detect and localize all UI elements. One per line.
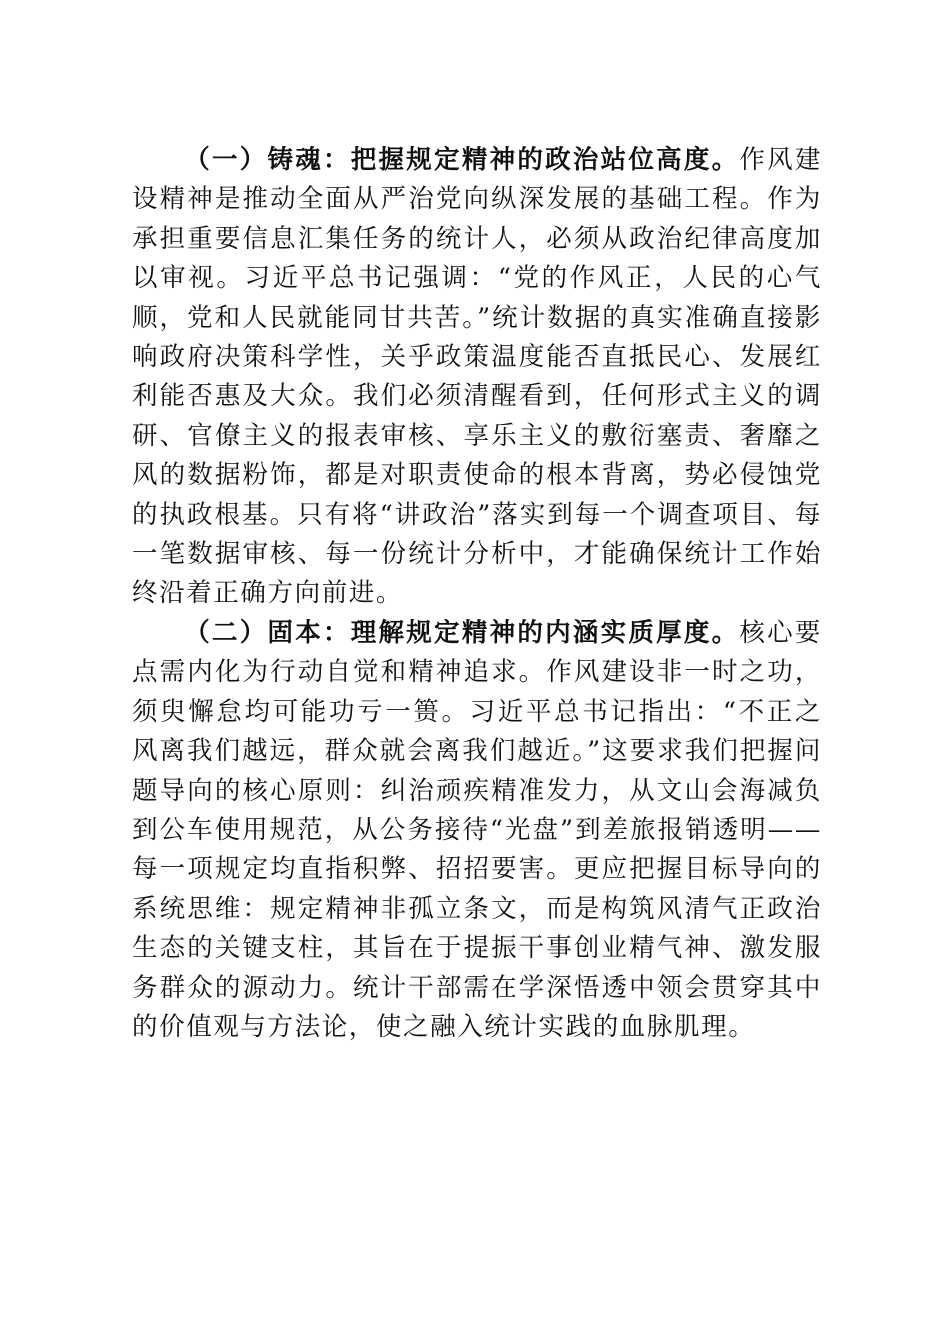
paragraph-1-text: 作风建设精神是推动全面从严治党向纵深发展的基础工程。作为承担重要信息汇集任务的统计人，必须从政治纪律高度加以审视。习近平总书记强调：“党的作风正，人民的心气顺，党和人民就能同甘共苦。”统计数据的真实准确直接影响政府决策科学性，关乎政策温度能否直抵民心、发展红利能否惠及大众。我们必须清醒看到，任何形式主义的调研、官僚主义的报表审核、享乐主义的敷衍塞责、奢靡之风的数据粉饰，都是对职责使命的根本背离，势必侵蚀党的执政根基。只有将“讲政治”落实到每一个调查项目、每一笔数据审核、每一份统计分析中，才能确保统计工作始终沿着正确方向前进。 <box>132 145 822 609</box>
paragraph-2 <box>132 614 822 1047</box>
paragraph-2-heading: （二）固本：理解规定精神的内涵实质厚度。 <box>184 617 740 648</box>
document-body <box>132 141 822 1047</box>
paragraph-2-text: 核心要点需内化为行动自觉和精神追求。作风建设非一时之功，须臾懈怠均可能功亏一篑。习近平总书记指出：“不正之风离我们越远，群众就会离我们越近。”这要求我们把握问题导向的核心原则：纠治顽疾精准发力，从文山会海减负到公车使用规范，从公务接待“光盘”到差旅报销透明——每一项规定均直指积弊、招招要害。更应把握目标导向的系统思维：规定精神非孤立条文，而是构筑风清气正政治生态的关键支柱，其旨在于提振干事创业精气神、激发服务群众的源动力。统计干部需在学深悟透中领会贯穿其中的价值观与方法论，使之融入统计实践的血脉肌理。 <box>132 617 822 1042</box>
paragraph-1-heading: （一）铸魂：把握规定精神的政治站位高度。 <box>184 145 740 175</box>
paragraph-1 <box>132 141 822 614</box>
